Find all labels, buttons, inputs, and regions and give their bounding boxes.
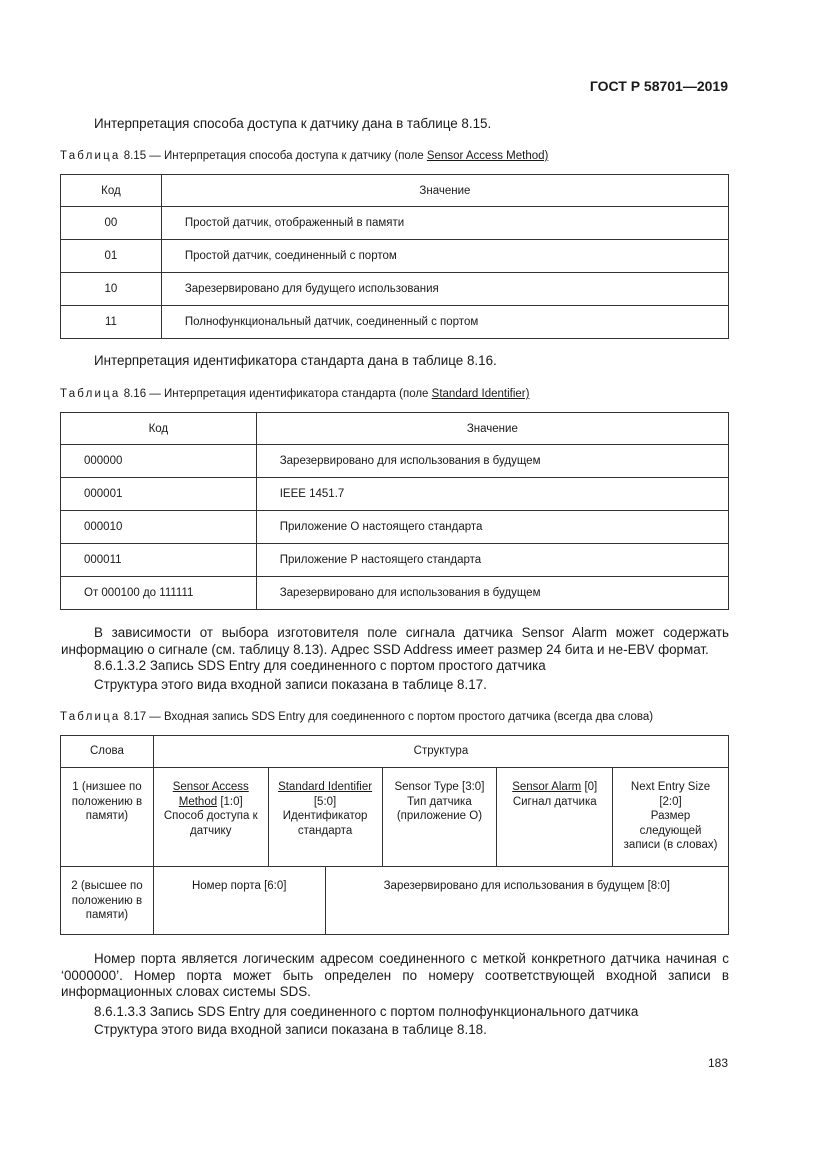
section-heading-8-6-1-3-3: 8.6.1.3.3 Запись SDS Entry для соединенного с портом полнофункционального датчика (94, 1004, 639, 1019)
field-name: Standard Identifier (278, 781, 373, 793)
page-number: 183 (707, 1056, 728, 1070)
caption-field: Standard Identifier) (431, 388, 530, 400)
caption-text: 8.15 — Интерпретация способа доступа к датчику (поле (123, 150, 424, 162)
table-row (61, 207, 729, 240)
paragraph-port-number: Номер порта является логическим адресом соединенного с меткой конкретного датчика начиная с ‘0000000’. Номер порта может быть определен по номеру соответствующей входной записи в информационных словах системы SDS. (61, 951, 729, 999)
word-1-cell: 1 (низшее по положению в памяти) (61, 768, 154, 867)
table-row (61, 478, 729, 511)
document-header: ГОСТ Р 58701—2019 (589, 78, 728, 94)
value-cell: Зарезервировано для будущего использования (161, 273, 728, 306)
caption-text: 8.17 — Входная запись SDS Entry для соединенного с портом простого датчика (всегда два слова) (123, 711, 654, 723)
header-value: Значение (256, 413, 728, 445)
table-row (61, 577, 729, 610)
field-name: Sensor Access Method (172, 781, 249, 808)
paragraph-intro-8-16: Интерпретация идентификатора стандарта дана в таблице 8.16. (94, 353, 497, 368)
code-cell: 000001 (61, 478, 257, 511)
field-sensor-alarm (497, 768, 613, 867)
header-value: Значение (161, 175, 728, 207)
code-cell: 000000 (61, 445, 257, 478)
caption-text: 8.16 — Интерпретация идентификатора стандарта (поле (123, 388, 429, 400)
table-8-17 (60, 735, 729, 935)
code-cell: 000010 (61, 511, 257, 544)
code-cell: 10 (61, 273, 162, 306)
code-cell: От 000100 до 111111 (61, 577, 257, 610)
table-8-16 (60, 412, 729, 610)
table-row (61, 306, 729, 339)
caption-prefix: Таблица (60, 388, 121, 400)
table-row (61, 240, 729, 273)
table-row (61, 544, 729, 577)
field-sensor-type (382, 768, 497, 867)
value-cell: Простой датчик, отображенный в памяти (161, 207, 728, 240)
paragraph-sensor-alarm: В зависимости от выбора изготовителя поле сигнала датчика Sensor Alarm может содержать информацию о сигнале (см. таблицу 8.13). Адрес SSD Address имеет размер 24 бита и не-EBV формат. (61, 625, 729, 657)
field-desc: Идентификатор стандарта (282, 810, 368, 837)
value-cell: Простой датчик, соединенный с портом (161, 240, 728, 273)
value-cell: Приложение О настоящего стандарта (256, 511, 728, 544)
value-cell: Зарезервировано для использования в будущем (256, 445, 728, 478)
section-heading-8-6-1-3-2: 8.6.1.3.2 Запись SDS Entry для соединенного с портом простого датчика (94, 658, 546, 673)
table-row (61, 445, 729, 478)
table-8-17-caption (60, 711, 653, 723)
field-desc: Тип датчика (приложение О) (396, 795, 483, 822)
table-row (61, 273, 729, 306)
value-cell: Полнофункциональный датчик, соединенный с портом (161, 306, 728, 339)
header-structure: Структура (153, 736, 728, 768)
code-cell: 01 (61, 240, 162, 273)
value-cell: Зарезервировано для использования в будущем (256, 577, 728, 610)
table-8-15-caption (60, 150, 548, 162)
code-cell: 000011 (61, 544, 257, 577)
table-row (61, 511, 729, 544)
field-desc: Размер следующей записи (в словах) (623, 810, 718, 851)
value-cell: IEEE 1451.7 (256, 478, 728, 511)
table-row (61, 768, 729, 867)
field-sensor-access-method (153, 768, 268, 867)
field-bits: [1:0] (220, 795, 243, 808)
value-cell: Приложение Р настоящего стандарта (256, 544, 728, 577)
field-bits: [5:0] (313, 795, 337, 808)
table-8-15 (60, 174, 729, 339)
field-port-number: Номер порта [6:0] (153, 867, 325, 935)
field-desc: Способ доступа к датчику (163, 810, 258, 837)
code-cell: 00 (61, 207, 162, 240)
paragraph-intro-8-15: Интерпретация способа доступа к датчику дана в таблице 8.15. (94, 116, 492, 131)
word-2-cell: 2 (высшее по положению в памяти) (61, 867, 154, 935)
field-standard-identifier (268, 768, 382, 867)
header-code: Код (61, 175, 162, 207)
table-row (61, 867, 729, 935)
field-desc: Сигнал датчика (512, 795, 597, 808)
code-cell: 11 (61, 306, 162, 339)
table-8-16-caption (60, 388, 529, 400)
header-code: Код (61, 413, 257, 445)
caption-prefix: Таблица (60, 711, 121, 723)
field-name: Sensor Type [3:0] (394, 781, 485, 793)
caption-field: Sensor Access Method) (426, 150, 549, 162)
paragraph-intro-8-17: Структура этого вида входной записи показана в таблице 8.17. (94, 677, 487, 692)
paragraph-intro-8-18: Структура этого вида входной записи показана в таблице 8.18. (94, 1022, 487, 1037)
field-name: Sensor Alarm (512, 781, 582, 793)
header-words: Слова (61, 736, 154, 768)
field-next-entry-size (613, 768, 729, 867)
field-bits: [0] (584, 781, 598, 793)
caption-prefix: Таблица (60, 150, 121, 162)
field-reserved: Зарезервировано для использования в будущем [8:0] (325, 867, 728, 935)
field-name: Next Entry Size [2:0] (630, 781, 711, 808)
